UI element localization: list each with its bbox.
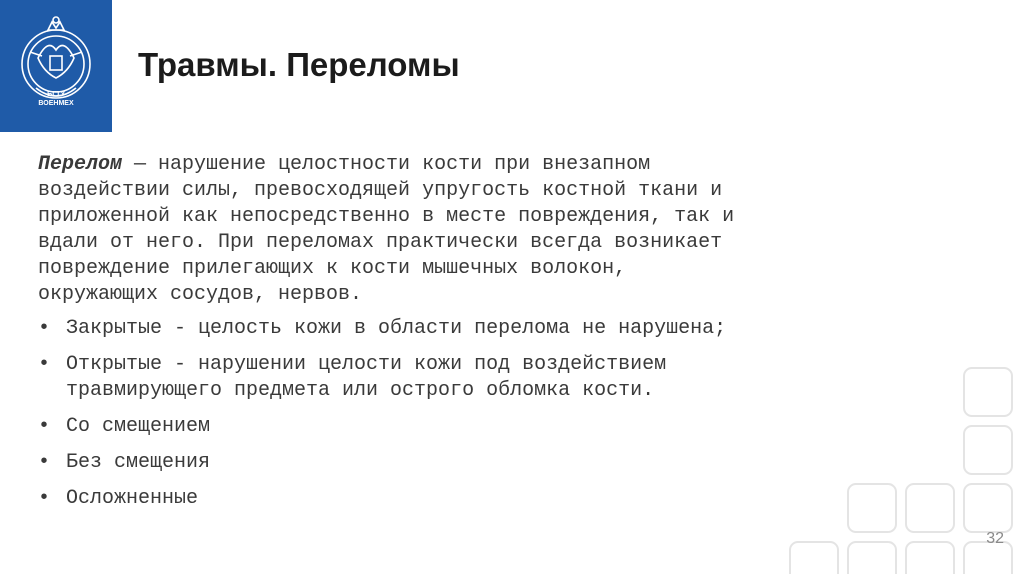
bullet-text: Осложненные: [66, 487, 199, 510]
bullet-dot: •: [38, 487, 51, 510]
bullet-text: Закрытые - целость кожи в области перелома не нарушена;: [66, 317, 727, 340]
list-item: [38, 414, 758, 440]
bullet-text: Открытые - нарушении целости кожи под воздействием травмирующего предмета или острого обломка кости.: [66, 353, 667, 402]
university-emblem-icon: [8, 8, 104, 124]
list-item: [38, 486, 758, 512]
bullet-text: Без смещения: [66, 451, 211, 474]
definition-text: — нарушение целостности кости при внезапном воздействии силы, превосходящей упругость костной ткани и приложенной как непосредственно в месте повреждения, так и вдали от него. При переломах практически всегда возникает повреждение прилегающих к кости мышечных волокон, окружающих сосудов, нервов.: [38, 153, 735, 306]
svg-text:БГТУ: БГТУ: [47, 91, 65, 98]
bullet-dot: •: [38, 353, 51, 376]
definition-paragraph: [38, 152, 758, 308]
list-item: [38, 316, 758, 342]
bullet-dot: •: [38, 317, 51, 340]
bullet-dot: •: [38, 451, 51, 474]
slide-content: [38, 152, 758, 522]
definition-term: Перелом: [38, 153, 123, 176]
page-number: 32: [986, 530, 1004, 547]
bullet-text: Со смещением: [66, 415, 211, 438]
logo-block: [0, 0, 112, 132]
svg-text:ВОЕНМЕХ: ВОЕНМЕХ: [38, 100, 74, 107]
bullet-dot: •: [38, 415, 51, 438]
list-item: [38, 450, 758, 476]
bullet-list: [38, 316, 758, 512]
slide-title: Травмы. Переломы: [138, 46, 460, 83]
list-item: [38, 352, 758, 404]
